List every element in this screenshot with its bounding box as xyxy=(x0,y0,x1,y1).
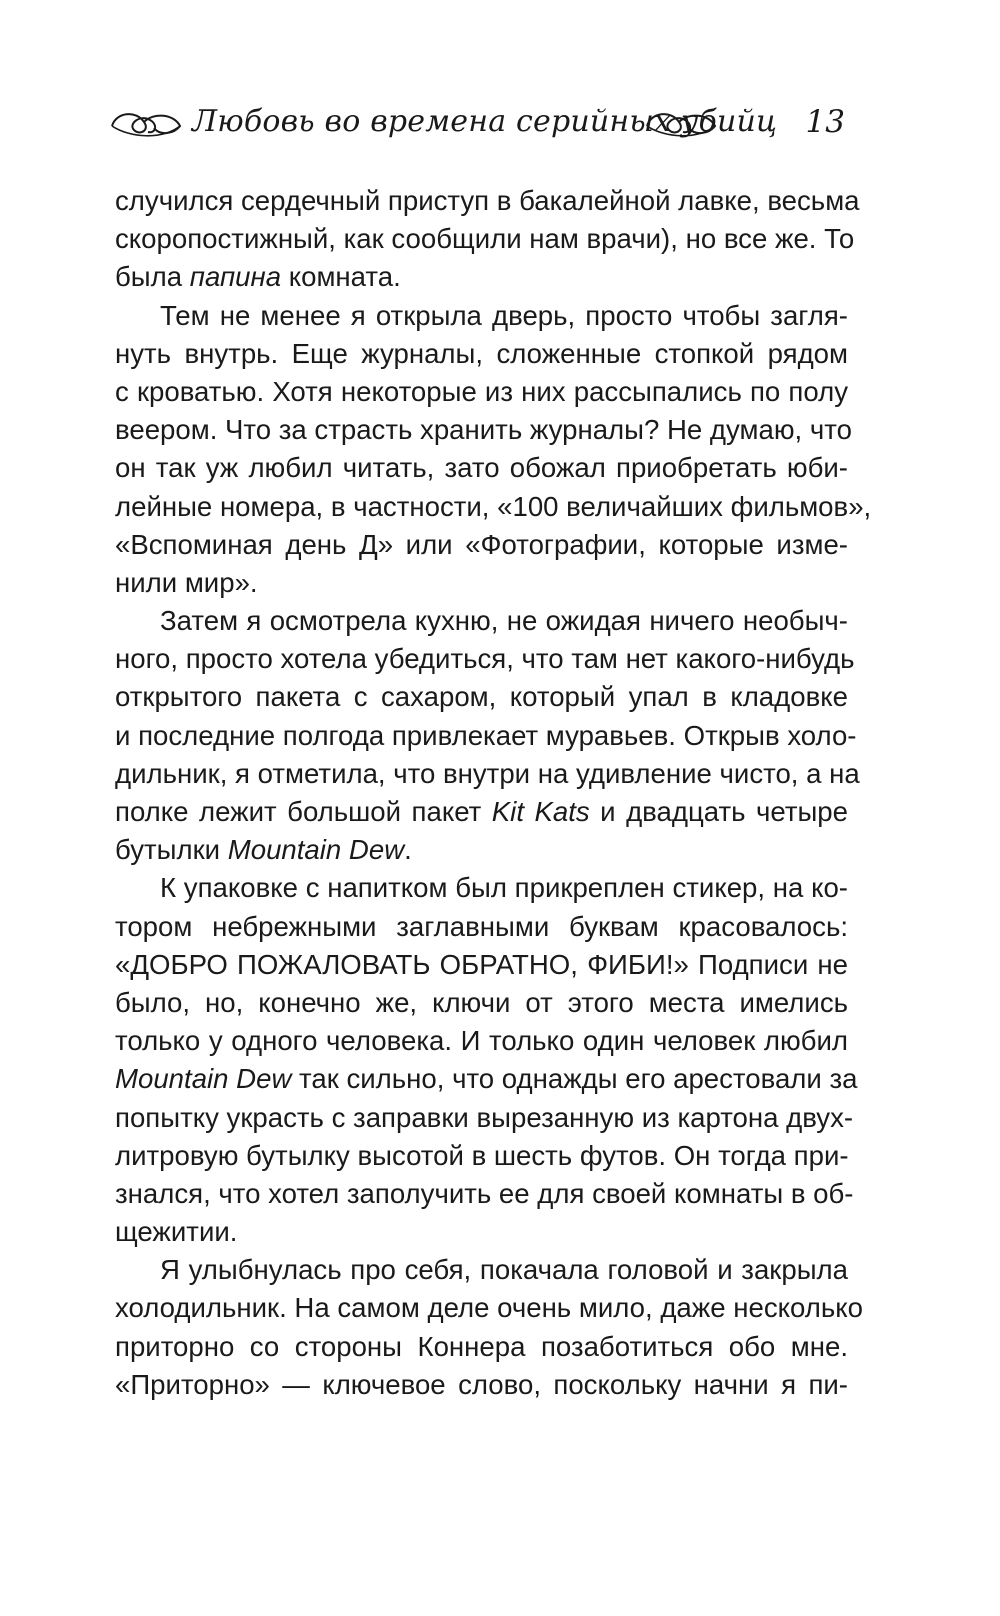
text-run: комната. xyxy=(281,261,401,293)
text-line xyxy=(115,1328,848,1366)
text-line xyxy=(115,678,848,716)
text-run: Затем я осмотрела кухню, не ожидая ничего необыч- xyxy=(160,605,848,637)
text-run: полке лежит большой пакет xyxy=(115,796,492,827)
text-line xyxy=(115,793,848,831)
text-line xyxy=(115,946,848,984)
text-line xyxy=(115,1022,848,1060)
text-line xyxy=(115,602,848,640)
text-run: скоропостижный, как сообщили нам врачи), но все же. То xyxy=(115,223,855,255)
text-line xyxy=(115,258,848,296)
italic-run: папина xyxy=(189,261,282,293)
text-run: «ДОБРО ПОЖАЛОВАТЬ ОБРАТНО, ФИБИ!» Подписи не xyxy=(115,948,848,980)
text-line xyxy=(115,1175,854,1213)
text-run: веером. Что за страсть хранить журналы? Не думаю, что xyxy=(115,414,852,446)
text-run: была xyxy=(115,261,190,293)
text-line xyxy=(115,831,848,869)
flourish-ornament-left-icon xyxy=(110,104,182,144)
text-run: и двадцать четыре xyxy=(589,796,848,827)
text-line xyxy=(115,373,848,411)
text-run: ного, просто хотела убедиться, что там нет какого-нибудь xyxy=(115,643,855,675)
text-run: бутылки xyxy=(115,834,228,866)
text-run: холодильник. На самом деле очень мило, даже несколько xyxy=(115,1292,863,1324)
text-line xyxy=(115,564,848,602)
text-run: дильник, я отметила, что внутри на удивление чисто, а на xyxy=(115,757,860,789)
text-line xyxy=(115,220,855,258)
italic-run: Mountain Dew xyxy=(227,834,405,866)
text-run: так сильно, что однажды его арестовали за xyxy=(291,1063,858,1095)
paragraph xyxy=(115,602,860,869)
text-line xyxy=(115,717,857,755)
italic-run: Kit Kats xyxy=(491,796,590,827)
text-run: только у одного человека. И только один человек любил xyxy=(115,1025,848,1057)
text-line xyxy=(115,526,848,564)
text-run: приторно со стороны Коннера позаботиться обо мне. xyxy=(115,1330,848,1362)
text-run: и последние полгода привлекает муравьев. Открыв холо- xyxy=(115,719,857,751)
text-line xyxy=(115,182,860,220)
text-line xyxy=(115,869,848,907)
text-line xyxy=(115,640,855,678)
text-line xyxy=(115,411,852,449)
text-line xyxy=(115,1099,854,1137)
text-line xyxy=(115,297,848,335)
text-run: тором небрежными заглавными буквам красовалось: xyxy=(115,910,848,942)
text-run: с кроватью. Хотя некоторые из них рассыпались по полу xyxy=(115,375,848,407)
text-line xyxy=(115,1060,858,1098)
text-line xyxy=(115,449,848,487)
text-run: было, но, конечно же, ключи от этого места имелись xyxy=(115,986,848,1018)
text-line xyxy=(115,335,848,373)
text-line xyxy=(115,1289,863,1327)
paragraph xyxy=(115,297,872,603)
italic-run: Mountain Dew xyxy=(115,1063,292,1095)
text-run: Тем не менее я открыла дверь, просто чтобы загля- xyxy=(160,299,848,331)
text-run: . xyxy=(404,834,412,866)
text-run: литровую бутылку высотой в шесть футов. Он тогда при- xyxy=(115,1139,849,1171)
text-line xyxy=(115,1366,848,1404)
text-run: случился сердечный приступ в бакалейной лавке, весьма xyxy=(115,185,860,216)
running-head-title: Любовь во времена серийных убийц xyxy=(192,104,778,139)
text-line xyxy=(115,1213,848,1251)
text-run: он так уж любил читать, зато обожал приобретать юби- xyxy=(115,452,848,484)
paragraph xyxy=(115,182,860,297)
paragraph xyxy=(115,1251,863,1404)
text-run: «Приторно» — ключевое слово, поскольку начни я пи- xyxy=(115,1368,848,1400)
body-text xyxy=(115,182,872,1404)
text-run: щежитии. xyxy=(115,1216,238,1248)
text-run: лейные номера, в частности, «100 величайших фильмов», xyxy=(115,490,872,522)
text-run: нуть внутрь. Еще журналы, сложенные стопкой рядом xyxy=(115,337,848,369)
flourish-ornament-right-icon xyxy=(645,104,717,144)
text-line xyxy=(115,1137,848,1175)
text-run: К упаковке с напитком был прикреплен стикер, на ко- xyxy=(160,872,848,904)
paragraph xyxy=(115,869,858,1251)
text-line xyxy=(115,755,860,793)
text-line xyxy=(115,488,872,526)
page-number: 13 xyxy=(805,104,845,140)
text-run: знался, что хотел заполучить ее для своей комнаты в об- xyxy=(115,1177,854,1209)
text-run: нили мир». xyxy=(115,566,258,598)
text-run: Я улыбнулась про себя, покачала головой и закрыла xyxy=(160,1254,848,1286)
text-line xyxy=(115,908,848,946)
text-line xyxy=(115,984,848,1022)
text-run: попытку украсть с заправки вырезанную из картона двух- xyxy=(115,1101,854,1133)
running-head xyxy=(110,100,845,150)
text-line xyxy=(115,1251,848,1289)
text-run: «Вспоминая день Д» или «Фотографии, которые изме- xyxy=(115,528,848,560)
text-run: открытого пакета с сахаром, который упал в кладовке xyxy=(115,681,848,713)
